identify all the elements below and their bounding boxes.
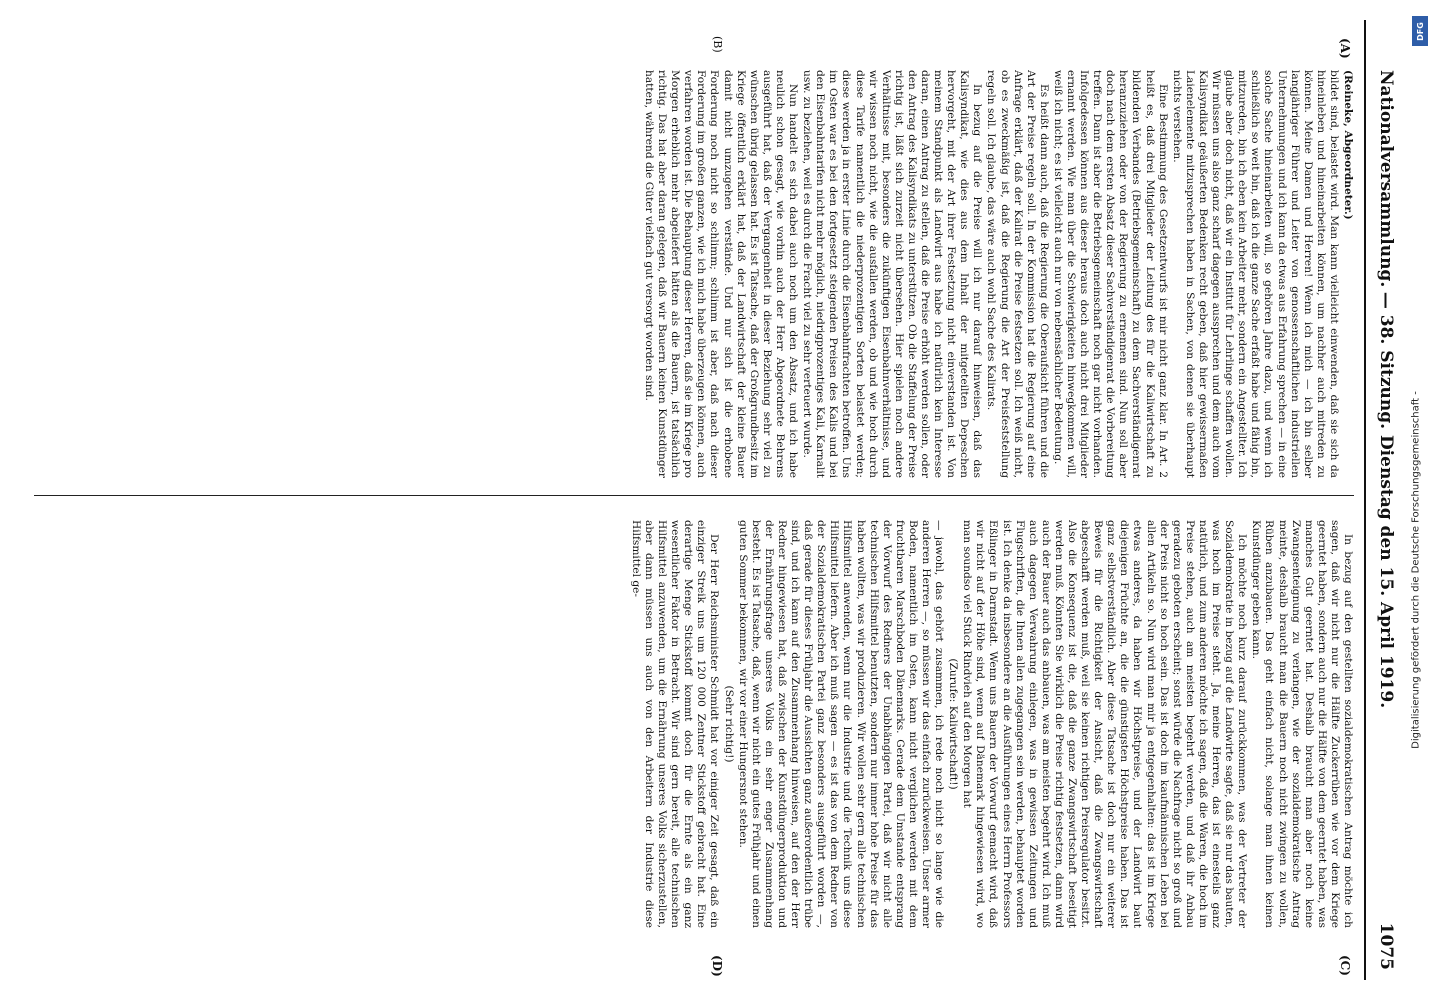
left-column [34, 70, 1354, 478]
page-number: 1075 [1376, 922, 1396, 970]
margin-letter-b: (B) [711, 36, 724, 53]
paragraph: Ich möchte noch kurz darauf zurückkommen, was der Vertreter der Sozialdemokratie in bezug auf die Landwirte sagte, daß sie nur das bauten, was hoch im Preise steht. Ja, meine Herren, das ist einesteils ganz natürlich, und zum anderen möchte ich sagen, daß die Waren, die hoch im Preise stehen, auch am meisten begehrt werden, und daß ihr Anbau geradezu geboten erscheint; sonst würde die Nachfrage nicht so groß und der Preis nicht so hoch sein. Das ist doch im kaufmännischen Leben bei allen Artikeln so. Nun wird man mir ja entgegenhalten: das ist im Kriege etwas anderes, da haben wir Höchstpreise, und der Landwirt baut diejenigen Früchte an, die die günstigsten Höchstpreise haben. Das ist ganz selbstverständlich. Aber diese Tatsache ist doch nur ein weiterer Beweis für die Richtigkeit der Ansicht, daß die Zwangswirtschaft abgeschafft werden muß, weil sie keinen richtigen Preisregulator besitzt. Also die Konsequenz ist die, daß die ganze Zwangswirtschaft beseitigt werden muß. Könnten Sie wirklich die Preise richtig festsetzen, dann wird auch der Bauer auch das anbauen, was am meisten begehrt wird. Ich muß auch dagegen Verwahrung einlegen, was in gewissen Zeitungen und Flugschriften, die Ihnen allen zugegangen sein werden, behauptet worden ist. Ich denke da insbesondere an die Ausführungen eines Herrn Professors Eßlinger in Darmstadt. Wenn uns Bauern der Vorwurf gemacht wird, daß wir nicht auf der Höhe sind, wenn auf Dänemark hingewiesen wird, wo man soundso viel Stück Rindvieh auf den Morgen hat [961, 520, 1249, 928]
right-column [34, 520, 1354, 928]
paragraph: Es heißt dann auch, daß die Regierung die Oberaufsicht führen und die Art der Preise regeln soll. In der Kommission hat die Regierung auf eine Anfrage erklärt, daß der Kalirat die Preise festsetzen soll. Ich weiß nicht, ob es zweckmäßig ist, daß die Regierung die Art der Preisfeststellung regeln soll. Ich glaube, das wäre auch wohl Sache des Kalirats. [985, 70, 1050, 478]
paragraph: — jawohl, das gehört zusammen, ich rede noch nicht so lange wie die anderen Herren —, so müssen wir das einfach zurückweisen. Unser armer Boden, namentlich im Osten, kann nicht verglichen werden mit dem fruchtbaren Marschboden Dänemarks. Gerade dem Umstande entsprang der Vorwurf des Redners der Unabhängigen Partei, daß wir nicht alle technischen Hilfsmittel benutzten, sondern nur immer hohe Preise für das haben wollten, was wir produzieren. Wir wollen sehr gern alle technischen Hilfsmittel anwenden, wenn nur die Industrie und die Technik uns diese Hilfsmittel liefern. Aber ich muß sagen — es ist das von dem Redner von der Sozialdemokratischen Partei ganz besonders ausgeführt worden —, daß gerade für dieses Frühjahr die Aussichten ganz außerordentlich trübe sind, und ich kann auf den Zusammenhang hinweisen, auf den der Herr Redner hingewiesen hat, daß zwischen der Kunstdüngerproduktion und der Ernährungsfrage unseres Volks ein sehr enger Zusammenhang besteht. Es ist Tatsache, daß, wenn wir nicht ein gutes Frühjahr und einen guten Sommer bekommen, wir vor einer Hungersnot stehen. [736, 520, 946, 928]
speaker-name: (Reineke, Abgeordneter.) [1342, 70, 1354, 220]
paragraph: Der Herr Reichsminister Schmidt hat vor einiger Zeit gesagt, daß ein einziger Streik uns um 120 000 Zentner Stickstoff gebracht hat. Eine derartige Menge Stickstoff kommt doch für die Ernte als ein ganz wesentlicher Faktor in Betracht. Wir sind gern bereit, alle technischen Hilfsmittel anzuwenden, um die Ernährung unseres Volks sicherzustellen, aber dann müssen uns auch von den Arbeitern der Industrie diese Hilfsmittel ge- [629, 520, 721, 928]
paragraph: In bezug auf die Preise will ich nur darauf hinweisen, daß das Kalisyndikat, wie dies aus dem Inhalt der mitgeteilten Depeschen hervorgeht, mit der Art ihrer Festsetzung nicht einverstanden ist. Von meinem Standpunkt als Landwirt aus habe ich natürlich kein Interesse daran, einen Antrag zu stellen, daß die Preise erhöht werden sollen, oder den Antrag des Kalisyndikats zu unterstützen. Ob die Staffelung der Preise richtig ist, läßt sich zurzeit nicht übersehen. Hier spielen noch andere Verhältnisse mit, besonders die zukünftigen Eisenbahnverhältnisse, und wir wissen noch nicht, wie die ausfallen werden, ob und wie hoch durch diese Tarife namentlich die niederprozentigen Sorten belastet werden; diese werden ja in erster Linie durch die Eisenbahnfrachten betroffen. Uns im Osten war es bei den fortgesetzt steigenden Preisen des Kalis und bei den Eisenbahntarifen nicht mehr möglich, niedrigprozentiges Kali, Karnalit usw. zu beziehen, weil es durch die Fracht viel zu sehr verteuert wurde. [801, 70, 984, 478]
page-header [1364, 20, 1396, 980]
paragraph: Eine Bestimmung des Gesetzentwurfs ist mir nicht ganz klar. In Art. 2 heißt es, daß drei Mitglieder der Leitung des für die Kaliwirtschaft zu bildenden Verbandes (Betriebsgemeinschaft) zu dem Sachverständigenrat heranzuziehen oder von der Regierung zu ernennen sind. Nun soll aber doch nach dem ersten Absatz dieser Sachverständigenrat die Vorbereitung treffen. Dann ist aber die Betriebsgemeinschaft noch gar nicht vorhanden. Infolgedessen können aus dieser heraus doch auch nicht drei Mitglieder ernannt werden. Wie man über die Schwierigkeiten hinwegkommen will, weiß ich nicht; es ist vielleicht auch nur von nebensächlicher Bedeutung. [1051, 70, 1169, 478]
header-session-date: — 38. Sitzung. Dienstag den 15. April 1919. [1376, 291, 1396, 709]
scanned-page [4, 20, 1414, 980]
margin-letter-c: (C) [1338, 955, 1352, 976]
margin-letter-a: (A) [1338, 38, 1352, 59]
dfg-logo-icon: DFG [1412, 16, 1428, 46]
paragraph: bildet sind, belastet wird. Man kann vielleicht einwenden, daß sie sich da hineinleben und hineinarbeiten können, um nachher auch mitreden zu können. Meine Damen und Herren! Wenn ich mich — ich bin selber langjähriger Führer und Leiter von genossenschaftlichen industriellen Unternehmungen und ich kann da etwas aus Erfahrung sprechen — in eine solche Sache hineinarbeiten will, so gehören Jahre dazu, und wenn ich schließlich so weit bin, daß ich die ganze Sache erfaßt habe und fähig bin, mitzureden, bin ich eben kein Arbeiter mehr, sondern ein Angestellter. Ich glaube aber doch nicht, daß wir ein Institut für Lehrlinge schaffen wollen. Wir müssen uns also ganz scharf dagegen aussprechen und dem auch vom Kalisyndikat geäußerten Bedenken recht geben, daß hier gewissermaßen Laienelemente mitzusprechen haben in Sachen, von denen sie überhaupt nichts verstehen. [1170, 70, 1340, 478]
paragraph: In bezug auf den gestellten sozialdemokratischen Antrag möchte ich sagen, daß wir nicht nur die Hälfte Zuckerrüben wie vor dem Kriege geerntet haben, sondern auch nur die Hälfte von dem geerntet haben, was manches Gut geerntet hat. Deshalb braucht man aber noch keine Zwangsenteignung zu verlangen, wie der sozialdemokratische Antrag meinte, deshalb braucht man die Bauern noch nicht zwingen zu wollen, Rüben anzubauen. Das geht einfach nicht, solange man ihnen keinen Kunstdünger geben kann. [1250, 520, 1354, 928]
credit-text: Digitalisierung gefördert durch die Deutsche Forschungsgemeinschaft - [1410, 391, 1422, 749]
paragraph: Nun handelt es sich dabei auch noch um den Absatz, und ich habe neulich schon gesagt, wie vorhin auch der Herr Abgeordnete Behrens ausgeführt hat, daß der Vergangenheit in dieser Beziehung sehr viel zu wünschen übrig gelassen hat. Es ist Tatsache, daß der Großgrundbesitz im Kriege öffentlich erklärt hat, daß der Landwirtschaft der kleine Bauer damit nicht umzugehen verstände. Und nur sich ist die erhobene Forderung noch nicht so schlimm; schlimm ist aber, daß nach dieser Forderung im großen ganzen, wie ich mich habe überzeugen können, auch verfahren worden ist. Die Behauptung dieser Herren, daß sie im Kriege pro Morgen erheblich mehr abgeliefert hätten als die Bauern, ist tatsächlich richtig. Das hat aber daran gelegen, daß wir Bauern keinen Kunstdünger hatten, während die Güter vielfach gut versorgt worden sind. [643, 70, 800, 478]
margin-letter-d: (D) [710, 955, 724, 977]
header-assembly-name: Nationalversammlung. [1376, 70, 1396, 288]
digitization-credit [1406, 10, 1430, 970]
column-divider [34, 495, 1354, 496]
interjection: (Sehr richtig!) [722, 685, 735, 763]
interjection: (Zurufe: Kaliwirtschaft!) [947, 658, 960, 790]
